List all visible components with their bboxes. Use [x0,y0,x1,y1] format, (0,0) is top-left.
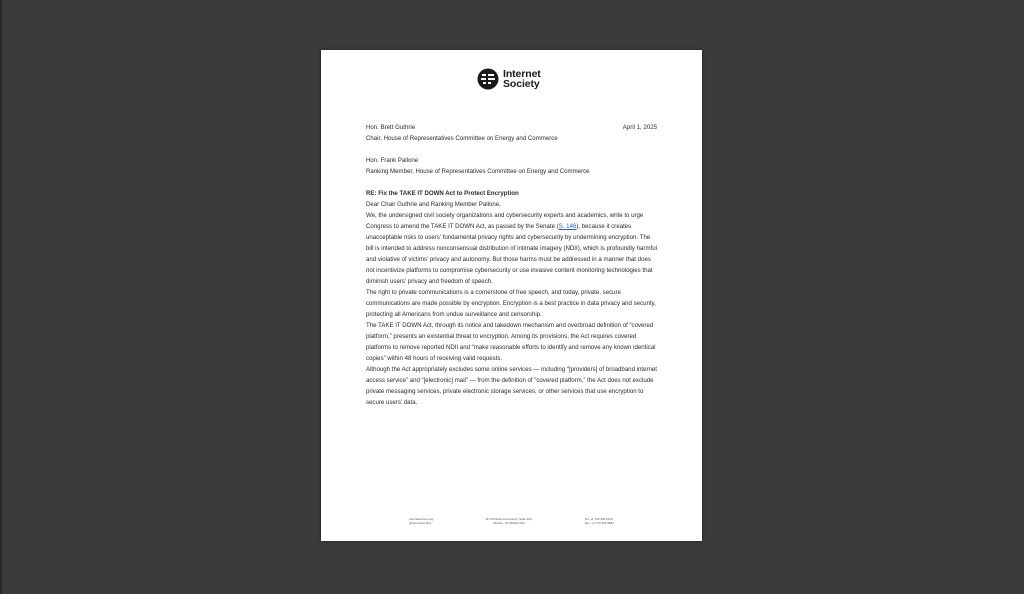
document-page [321,50,702,541]
paragraph-3: The TAKE IT DOWN Act, through its notice and takedown mechanism and overbroad definition of “covered platform,” presents an existential threat to encryption. Among its provisions, the Act requires covered platforms to remove reported NDII and “make reasonable efforts to identify and remove any known identical copies” within 48 hours of receiving valid requests. [366,322,656,362]
paragraph-2: The right to private communications is a cornerstone of free speech, and today, private, secure communications are made possible by encryption. Encryption is a best practice in data privacy and security, protecting all Americans from undue surveillance and censorship. [366,289,656,318]
recipient-name-2: Hon. Frank Pallone [366,157,419,164]
recipient-title-2: Ranking Member, House of Representatives Committee on Energy and Commerce [366,168,590,175]
salutation: Dear Chair Guthrie and Ranking Member Pallone, [366,201,501,208]
footer-phone [585,517,614,525]
recipient-title-1: Chair, House of Representatives Committee on Energy and Commerce [366,135,558,142]
subject-line: RE: Fix the TAKE IT DOWN Act to Protect Encryption [366,190,519,197]
recipient-name-1: Hon. Brett Guthrie [366,124,416,131]
footer-handle: @internetsociety [409,521,432,526]
footer-website: internetsociety.org [409,517,434,521]
paragraph-1-start: We, the undersigned civil society organizations and cybersecurity experts and academics, write to urge Congress to amend the TAKE IT DOWN Act, as passed by the Senate ( [366,212,644,230]
footer-contact [409,517,433,525]
footer-fax: Fax: +1 703 326 9881 [584,521,614,526]
logo-line-1: Internet [503,68,541,80]
footer-address-line-1: 11710 Plaza America Dr, Suite 400, [485,517,533,521]
bill-link[interactable]: S. 146 [558,223,577,230]
paragraph-4: Although the Act appropriately excludes some online services — including “[providers] of broadband internet access service” and “[electronic] mail” — from the definition of “covered platform,” the Act does not exclude private messaging services, private electronic storage services, or other services that use encryption to secure users' data. [366,366,657,406]
logo-wordmark [503,69,541,89]
recipient-block-1 [366,122,657,144]
recipient-block-2 [366,155,657,177]
globe-logo-icon [477,68,499,90]
internet-society-logo [477,68,541,90]
paragraph-1-end: ), because it creates unacceptable risks to users' fundamental privacy rights and cybersecurity by undermining encryption. The bill is intended to address nonconsensual distribution of intimate imagery (NDII), which is profoundly harmful and violative of victims' privacy and autonomy. But those harms must be addressed in a manner that does not incentivize platforms to compromise cybersecurity or use invasive content monitoring technologies that diminish users' privacy and freedom of speech. [366,223,657,285]
footer-address-line-2: Reston, VA 20190 USA [493,521,525,526]
page-footer [409,517,614,525]
footer-address [485,517,532,525]
footer-tel: Tel: +1 703 439 2120 [584,517,613,521]
letter-body [366,122,657,408]
letter-date: April 1, 2025 [622,124,657,131]
paragraph-1 [366,210,657,287]
logo-line-2: Society [503,78,540,90]
